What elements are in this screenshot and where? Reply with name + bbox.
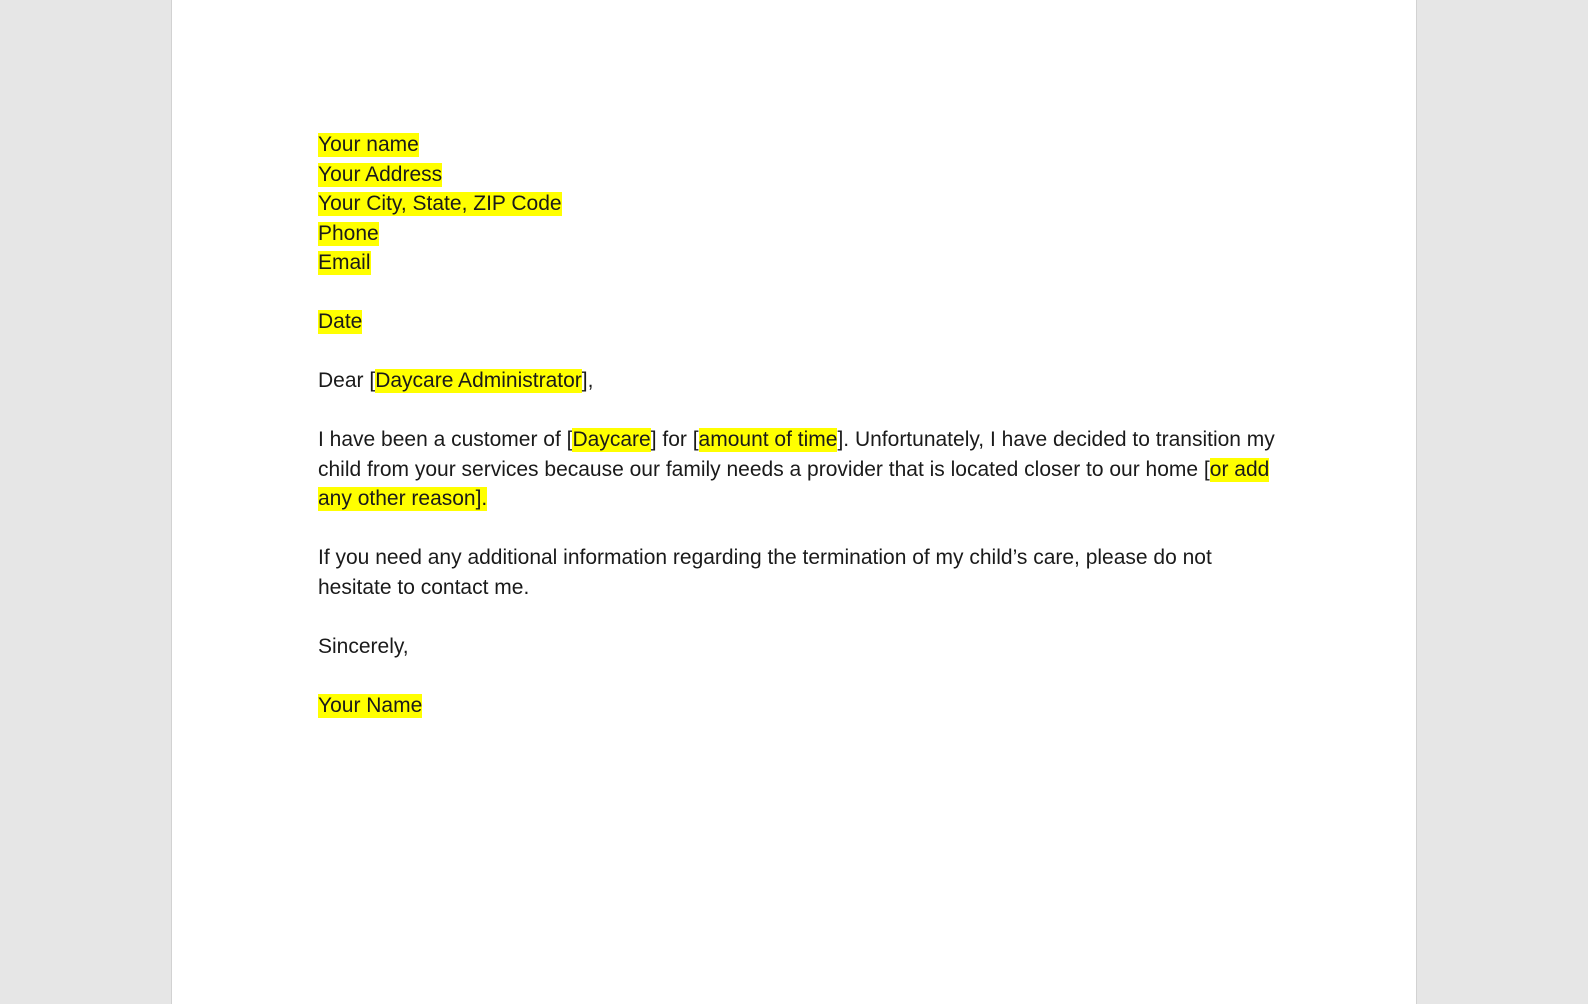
blank-line [318, 661, 1288, 691]
sender-block [318, 130, 1288, 278]
letter-date: Date [318, 310, 363, 333]
paragraph-one-line-1 [318, 425, 1288, 455]
blank-line [318, 396, 1288, 426]
paragraph-one-line-3 [318, 484, 1288, 514]
p1-text-d: child from your services because our family needs a provider that is located closer to our home [ [318, 457, 1210, 481]
greeting-prefix: Dear [ [318, 369, 376, 392]
letter-body[interactable] [318, 130, 1288, 720]
paragraph-two [318, 543, 1288, 602]
sender-email-line [318, 248, 1288, 278]
paragraph-two-line-1: If you need any additional information regarding the termination of my child’s care, please do not [318, 546, 1212, 569]
p1-text-b: ] for [ [650, 428, 699, 451]
paragraph-two-line-2: hesitate to contact me. [318, 575, 530, 599]
blank-line [318, 602, 1288, 632]
sender-name: Your name [318, 133, 419, 156]
sender-email: Email [318, 251, 371, 274]
blank-line [318, 337, 1288, 367]
p1-reason-a: or add [1209, 457, 1270, 481]
sender-phone-line [318, 219, 1288, 249]
sender-city-state-zip: Your City, State, ZIP Code [318, 192, 562, 215]
p1-daycare: Daycare [572, 428, 651, 451]
p1-reason-b: any other reason]. [318, 487, 488, 510]
paragraph-one-line-2 [318, 455, 1288, 485]
paragraph-one [318, 425, 1288, 514]
greeting-recipient: Daycare Administrator [375, 369, 582, 392]
signature-name: Your Name [318, 693, 423, 717]
date-line [318, 307, 1288, 337]
sender-address: Your Address [318, 162, 443, 186]
p1-duration: amount of time [698, 428, 838, 451]
greeting-line [318, 366, 1288, 396]
sender-phone: Phone [318, 221, 379, 245]
blank-line [318, 514, 1288, 544]
sender-city-line [318, 189, 1288, 219]
closing-line: Sincerely, [318, 634, 409, 658]
p1-text-a: I have been a customer of [ [318, 428, 573, 451]
sender-name-line [318, 130, 1288, 160]
signature-line [318, 691, 1288, 721]
blank-line [318, 278, 1288, 308]
sender-address-line [318, 160, 1288, 190]
greeting-suffix: ], [581, 369, 594, 392]
document-page [172, 0, 1416, 1004]
p1-text-c: ]. Unfortunately, I have decided to transition my [837, 428, 1275, 451]
